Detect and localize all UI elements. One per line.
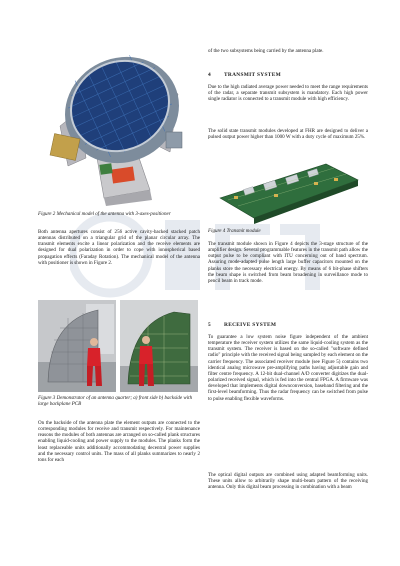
figure-3a-front-side-photo	[38, 300, 116, 392]
paragraph-solid-state-modules: The solid state transmit modules developed at FHR are designed to deliver a pulsed output power higher than 1000 W with a duty cycle of maximum 25%.	[208, 128, 368, 141]
paragraph-receive-system: To guarantee a low system noise figure independent of the ambient temperature the receiver system utilizes the same liquid-cooling system as the transmit system. The receiver is based on the so-called "software defined radio" principle with the received signal being sampled by each element on the carrier frequency. The associated receiver module (see Figure 5) contains two identical analog microwave pre-amplifying paths having adjustable gain and filter centre frequency. A 12-bit dual-channel A/D converter digitizes the dual-polarized received signal, which is fed into the central FPGA. A firmware was developed that implements digital downconversion, baseband filtering and the first-level beamforming. Thus the radar frequency can be switched from pulse to pulse enabling flexible waveforms.	[208, 334, 368, 402]
paragraph-transmit-module-description: The transmit module shown in Figure 4 depicts the 3-stage structure of the amplifier design. Several programmable features in the transmit path allow the output pulse to be compliant with ITU concerning out of band spectrum. Assuring mode-adapted pulse length large buffer capacitors mounted on the planks store the necessary electrical energy. By means of 6 bit-phase shifters the beam shape is switched from beam broadening in surveillance mode to pencil beam in track mode.	[208, 241, 368, 284]
section-4-title: TRANSMIT SYSTEM	[224, 72, 281, 78]
figure-2-caption: Figure 2 Mechanical model of the antenna with 3-axes-positioner	[38, 211, 171, 217]
figure-4-transmit-module-photo	[214, 158, 364, 224]
figure-3b-backside-photo	[120, 300, 198, 392]
figure-2-antenna-model	[42, 40, 192, 208]
section-5-number: 5	[208, 322, 211, 328]
paragraph-transmit-intro: Due to the high radiated average power needed to meet the range requirements of the radar, a separate transmit subsystem is mandatory. Each high power single radiator is connected to a transmit module with high efficiency.	[208, 84, 368, 103]
section-4-heading	[208, 72, 368, 78]
paragraph-plank-structures: On the backside of the antenna plate the element outputs are connected to the corresponding modules for receive and transmit respectively. For maintenance reasons the modules of both antennas are arranged on so-called plank structures enabling liquid-cooling and power supply to the modules. The planks form the least replaceable units additionally accommodating decentral power supplies and the necessary control units. The mass of all planks summarizes to nearly 2 tons for each	[38, 420, 200, 463]
section-4-number: 4	[208, 72, 211, 78]
paragraph-antenna-apertures: Both antenna apertures consist of 256 active cavity-backed stacked patch antennas distributed on a triangular grid of the planar circular array. The transmit elements excite a linear polarization and the receive elements are designed for dual polarization in order to cope with ionospherical based propagation effects (Faraday Rotation). The mechanical model of the antenna with positioner is shown in Figure 2.	[38, 229, 200, 266]
figure-3-caption: Figure 3 Demonstrator of an antenna quarter; a) front side b) backside with large backplane PCB	[38, 395, 193, 408]
section-5-title: RECEIVE SYSTEM	[224, 322, 277, 328]
paragraph-continued: of the two subsystems being carried by the antenna plate.	[208, 48, 324, 54]
figure-4-caption: Figure 4 Transmit module	[208, 228, 261, 234]
paragraph-beamforming-units: The optical digital outputs are combined using adapted beamforming units. These units allow to arbitrarily shape multi-beam pattern of the receiving antenna. Only this digital beam processing in combination with a beam	[208, 472, 368, 491]
section-5-heading	[208, 322, 368, 328]
